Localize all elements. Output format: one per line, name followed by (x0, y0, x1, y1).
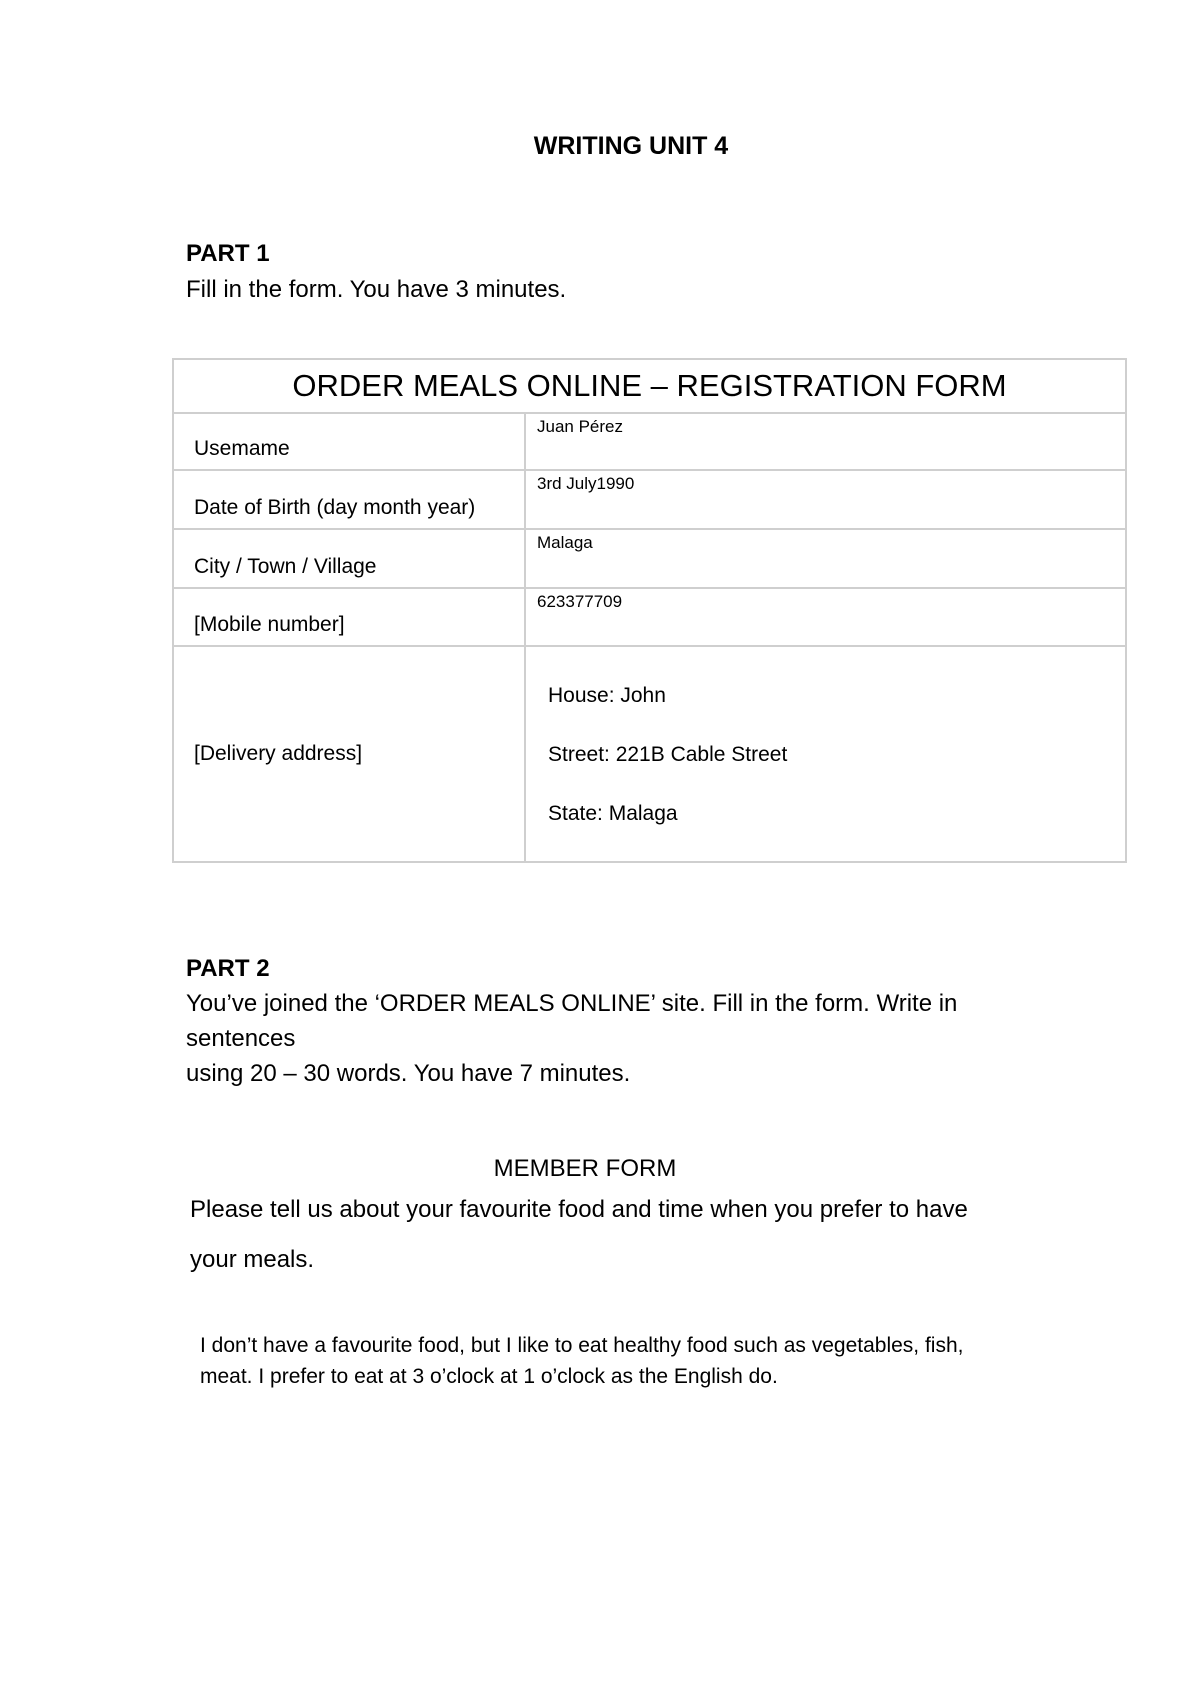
username-label: Usemame (173, 413, 525, 470)
delivery-house-line: House: John (548, 683, 666, 707)
city-label: City / Town / Village (173, 529, 525, 588)
mobile-number-label: [Mobile number] (173, 588, 525, 646)
username-field[interactable]: Juan Pérez (525, 413, 1126, 470)
member-form-prompt-line: Please tell us about your favourite food and time when you prefer to have (190, 1196, 968, 1223)
registration-form-title: ORDER MEALS ONLINE – REGISTRATION FORM (173, 359, 1126, 413)
registration-form-table (172, 358, 1127, 863)
answer-line: meat. I prefer to eat at 3 o’clock at 1 o’clock as the English do. (200, 1365, 778, 1388)
part2-instruction-line: using 20 – 30 words. You have 7 minutes. (186, 1060, 631, 1087)
delivery-street-line: Street: 221B Cable Street (548, 742, 788, 766)
document-title: WRITING UNIT 4 (533, 132, 729, 160)
date-of-birth-label: Date of Birth (day month year) (173, 470, 525, 529)
part2-instruction-line: sentences (186, 1025, 296, 1052)
answer-line: I don’t have a favourite food, but I like to eat healthy food such as vegetables, fish, (200, 1334, 964, 1357)
date-of-birth-field[interactable]: 3rd July1990 (525, 470, 1126, 529)
part2-instruction (186, 986, 957, 1091)
mobile-number-field[interactable]: 623377709 (525, 588, 1126, 646)
delivery-address-label: [Delivery address] (173, 646, 525, 862)
part1-heading: PART 1 (186, 240, 270, 267)
member-form-title: MEMBER FORM (493, 1155, 677, 1182)
member-form-prompt-line: your meals. (190, 1246, 315, 1273)
part1-instruction: Fill in the form. You have 3 minutes. (186, 276, 567, 303)
delivery-state-line: State: Malaga (548, 801, 678, 825)
city-field[interactable]: Malaga (525, 529, 1126, 588)
delivery-address-field[interactable] (525, 646, 1126, 862)
part2-instruction-line: You’ve joined the ‘ORDER MEALS ONLINE’ site. Fill in the form. Write in (186, 990, 958, 1017)
part2-heading: PART 2 (186, 955, 270, 982)
member-form-answer[interactable] (200, 1330, 1100, 1392)
member-form-prompt (190, 1185, 1090, 1285)
